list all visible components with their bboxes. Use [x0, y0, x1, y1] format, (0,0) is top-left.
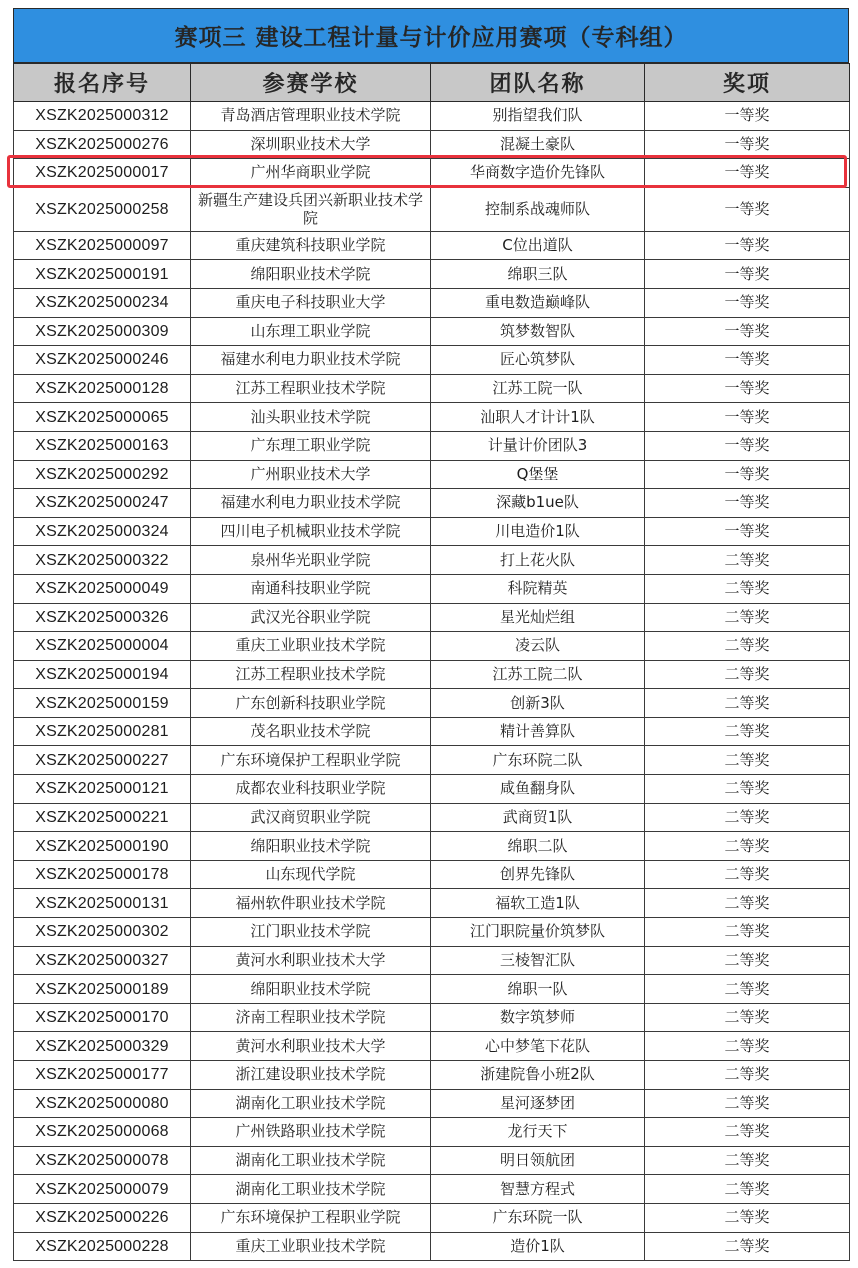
row-school-cell: 成都农业科技职业学院 [191, 775, 431, 804]
row-team-cell: 广东环院一队 [431, 1203, 645, 1232]
row-school-cell: 广州职业技术大学 [191, 460, 431, 489]
table-row [14, 1175, 850, 1204]
row-id-cell: XSZK2025000065 [14, 403, 191, 432]
table-row [14, 546, 850, 575]
row-id-cell: XSZK2025000329 [14, 1032, 191, 1061]
row-team-cell: 星光灿烂组 [431, 603, 645, 632]
table-row [14, 460, 850, 489]
row-school-cell: 武汉光谷职业学院 [191, 603, 431, 632]
row-school-cell: 重庆建筑科技职业学院 [191, 231, 431, 260]
row-award-cell: 二等奖 [645, 603, 850, 632]
row-id-cell: XSZK2025000227 [14, 746, 191, 775]
row-award-cell: 一等奖 [645, 260, 850, 289]
table-row [14, 632, 850, 661]
sheet-title: 赛项三 建设工程计量与计价应用赛项（专科组） [13, 8, 849, 63]
row-team-cell: 武商贸1队 [431, 803, 645, 832]
row-team-cell: 凌云队 [431, 632, 645, 661]
row-school-cell: 黄河水利职业技术大学 [191, 946, 431, 975]
row-school-cell: 浙江建设职业技术学院 [191, 1061, 431, 1090]
row-school-cell: 江苏工程职业技术学院 [191, 374, 431, 403]
row-id-cell: XSZK2025000121 [14, 775, 191, 804]
row-team-cell: 计量计价团队3 [431, 431, 645, 460]
row-award-cell: 二等奖 [645, 1232, 850, 1261]
row-award-cell: 一等奖 [645, 231, 850, 260]
row-id-cell: XSZK2025000159 [14, 689, 191, 718]
row-team-cell: 重电数造巅峰队 [431, 288, 645, 317]
table-row [14, 975, 850, 1004]
column-header-award: 奖项 [645, 64, 850, 102]
row-award-cell: 一等奖 [645, 431, 850, 460]
row-award-cell: 二等奖 [645, 1032, 850, 1061]
table-row [14, 1232, 850, 1261]
table-row [14, 260, 850, 289]
row-school-cell: 南通科技职业学院 [191, 574, 431, 603]
table-row [14, 717, 850, 746]
row-id-cell: XSZK2025000309 [14, 317, 191, 346]
row-award-cell: 二等奖 [645, 546, 850, 575]
award-list-sheet [13, 8, 849, 1261]
row-team-cell: 创界先锋队 [431, 860, 645, 889]
row-team-cell: 咸鱼翻身队 [431, 775, 645, 804]
column-header-id: 报名序号 [14, 64, 191, 102]
table-row [14, 574, 850, 603]
row-team-cell: 智慧方程式 [431, 1175, 645, 1204]
row-team-cell: 造价1队 [431, 1232, 645, 1261]
row-id-cell: XSZK2025000163 [14, 431, 191, 460]
row-team-cell: 三棱智汇队 [431, 946, 645, 975]
row-school-cell: 深圳职业技术大学 [191, 130, 431, 159]
row-id-cell: XSZK2025000326 [14, 603, 191, 632]
row-school-cell: 茂名职业技术学院 [191, 717, 431, 746]
row-id-cell: XSZK2025000292 [14, 460, 191, 489]
row-school-cell: 山东现代学院 [191, 860, 431, 889]
row-team-cell: 汕职人才计计1队 [431, 403, 645, 432]
row-school-cell: 山东理工职业学院 [191, 317, 431, 346]
table-row [14, 689, 850, 718]
row-team-cell: 江苏工院二队 [431, 660, 645, 689]
row-team-cell: 明日领航团 [431, 1146, 645, 1175]
row-award-cell: 二等奖 [645, 746, 850, 775]
table-row [14, 489, 850, 518]
row-award-cell: 二等奖 [645, 889, 850, 918]
table-row [14, 860, 850, 889]
row-id-cell: XSZK2025000281 [14, 717, 191, 746]
row-school-cell: 武汉商贸职业学院 [191, 803, 431, 832]
row-award-cell: 二等奖 [645, 832, 850, 861]
table-row [14, 102, 850, 131]
row-school-cell: 济南工程职业技术学院 [191, 1003, 431, 1032]
table-body [14, 102, 850, 1261]
row-id-cell: XSZK2025000078 [14, 1146, 191, 1175]
row-team-cell: 混凝土豪队 [431, 130, 645, 159]
row-school-cell: 江苏工程职业技术学院 [191, 660, 431, 689]
row-award-cell: 一等奖 [645, 403, 850, 432]
row-school-cell: 广东环境保护工程职业学院 [191, 746, 431, 775]
row-team-cell: 打上花火队 [431, 546, 645, 575]
row-id-cell: XSZK2025000312 [14, 102, 191, 131]
row-id-cell: XSZK2025000322 [14, 546, 191, 575]
row-school-cell: 湖南化工职业技术学院 [191, 1175, 431, 1204]
row-team-cell: 华商数字造价先锋队 [431, 159, 645, 188]
row-award-cell: 一等奖 [645, 374, 850, 403]
row-team-cell: 筑梦数智队 [431, 317, 645, 346]
row-school-cell: 四川电子机械职业技术学院 [191, 517, 431, 546]
row-id-cell: XSZK2025000068 [14, 1118, 191, 1147]
row-team-cell: 创新3队 [431, 689, 645, 718]
table-row [14, 1203, 850, 1232]
row-award-cell: 二等奖 [645, 975, 850, 1004]
row-award-cell: 二等奖 [645, 1089, 850, 1118]
row-award-cell: 二等奖 [645, 1118, 850, 1147]
table-row [14, 1003, 850, 1032]
row-id-cell: XSZK2025000097 [14, 231, 191, 260]
row-team-cell: 控制系战魂师队 [431, 187, 645, 231]
table-row [14, 130, 850, 159]
row-award-cell: 一等奖 [645, 317, 850, 346]
table-row [14, 660, 850, 689]
table-row [14, 803, 850, 832]
row-school-cell: 广州铁路职业技术学院 [191, 1118, 431, 1147]
table-row [14, 517, 850, 546]
row-team-cell: 浙建院鲁小班2队 [431, 1061, 645, 1090]
table-row [14, 832, 850, 861]
row-team-cell: 精计善算队 [431, 717, 645, 746]
row-id-cell: XSZK2025000258 [14, 187, 191, 231]
row-school-cell: 广东环境保护工程职业学院 [191, 1203, 431, 1232]
row-id-cell: XSZK2025000178 [14, 860, 191, 889]
row-school-cell: 重庆电子科技职业大学 [191, 288, 431, 317]
row-award-cell: 二等奖 [645, 918, 850, 947]
row-award-cell: 一等奖 [645, 460, 850, 489]
row-id-cell: XSZK2025000017 [14, 159, 191, 188]
table-row [14, 346, 850, 375]
row-award-cell: 二等奖 [645, 574, 850, 603]
row-award-cell: 一等奖 [645, 187, 850, 231]
row-id-cell: XSZK2025000190 [14, 832, 191, 861]
row-award-cell: 二等奖 [645, 946, 850, 975]
row-school-cell: 福建水利电力职业技术学院 [191, 489, 431, 518]
table-row [14, 889, 850, 918]
row-award-cell: 一等奖 [645, 159, 850, 188]
row-team-cell: Q堡堡 [431, 460, 645, 489]
row-id-cell: XSZK2025000004 [14, 632, 191, 661]
row-id-cell: XSZK2025000276 [14, 130, 191, 159]
row-team-cell: 江门职院量价筑梦队 [431, 918, 645, 947]
row-award-cell: 二等奖 [645, 717, 850, 746]
row-award-cell: 一等奖 [645, 130, 850, 159]
row-award-cell: 二等奖 [645, 1203, 850, 1232]
row-school-cell: 湖南化工职业技术学院 [191, 1146, 431, 1175]
row-id-cell: XSZK2025000234 [14, 288, 191, 317]
table-row [14, 1118, 850, 1147]
table-row [14, 317, 850, 346]
row-id-cell: XSZK2025000191 [14, 260, 191, 289]
row-award-cell: 二等奖 [645, 1061, 850, 1090]
row-id-cell: XSZK2025000177 [14, 1061, 191, 1090]
row-award-cell: 二等奖 [645, 1146, 850, 1175]
row-school-cell: 湖南化工职业技术学院 [191, 1089, 431, 1118]
row-school-cell: 重庆工业职业技术学院 [191, 1232, 431, 1261]
row-id-cell: XSZK2025000324 [14, 517, 191, 546]
table-row [14, 946, 850, 975]
table-row [14, 603, 850, 632]
row-id-cell: XSZK2025000131 [14, 889, 191, 918]
row-id-cell: XSZK2025000221 [14, 803, 191, 832]
row-team-cell: 绵职三队 [431, 260, 645, 289]
table-row [14, 1061, 850, 1090]
row-team-cell: 心中梦笔下花队 [431, 1032, 645, 1061]
row-id-cell: XSZK2025000128 [14, 374, 191, 403]
row-school-cell: 泉州华光职业学院 [191, 546, 431, 575]
row-award-cell: 一等奖 [645, 517, 850, 546]
table-row [14, 1089, 850, 1118]
row-award-cell: 二等奖 [645, 1175, 850, 1204]
row-team-cell: C位出道队 [431, 231, 645, 260]
row-team-cell: 江苏工院一队 [431, 374, 645, 403]
row-team-cell: 龙行天下 [431, 1118, 645, 1147]
row-school-cell: 江门职业技术学院 [191, 918, 431, 947]
row-id-cell: XSZK2025000049 [14, 574, 191, 603]
row-school-cell: 新疆生产建设兵团兴新职业技术学院 [191, 187, 431, 231]
row-team-cell: 川电造价1队 [431, 517, 645, 546]
table-row [14, 231, 850, 260]
row-id-cell: XSZK2025000302 [14, 918, 191, 947]
row-team-cell: 匠心筑梦队 [431, 346, 645, 375]
row-school-cell: 青岛酒店管理职业技术学院 [191, 102, 431, 131]
row-team-cell: 别指望我们队 [431, 102, 645, 131]
row-award-cell: 二等奖 [645, 803, 850, 832]
row-school-cell: 广东理工职业学院 [191, 431, 431, 460]
row-team-cell: 深藏b1ue队 [431, 489, 645, 518]
row-id-cell: XSZK2025000189 [14, 975, 191, 1004]
row-award-cell: 二等奖 [645, 660, 850, 689]
row-school-cell: 广州华商职业学院 [191, 159, 431, 188]
table-row [14, 403, 850, 432]
row-school-cell: 绵阳职业技术学院 [191, 975, 431, 1004]
row-id-cell: XSZK2025000079 [14, 1175, 191, 1204]
row-id-cell: XSZK2025000226 [14, 1203, 191, 1232]
row-award-cell: 二等奖 [645, 860, 850, 889]
row-id-cell: XSZK2025000194 [14, 660, 191, 689]
row-id-cell: XSZK2025000246 [14, 346, 191, 375]
row-team-cell: 星河逐梦团 [431, 1089, 645, 1118]
row-id-cell: XSZK2025000327 [14, 946, 191, 975]
row-team-cell: 福软工造1队 [431, 889, 645, 918]
row-school-cell: 福州软件职业技术学院 [191, 889, 431, 918]
table-row [14, 431, 850, 460]
row-award-cell: 一等奖 [645, 346, 850, 375]
row-award-cell: 二等奖 [645, 689, 850, 718]
row-id-cell: XSZK2025000228 [14, 1232, 191, 1261]
row-id-cell: XSZK2025000170 [14, 1003, 191, 1032]
row-school-cell: 重庆工业职业技术学院 [191, 632, 431, 661]
table-row [14, 746, 850, 775]
row-team-cell: 绵职二队 [431, 832, 645, 861]
column-header-school: 参赛学校 [191, 64, 431, 102]
table-row [14, 775, 850, 804]
table-row [14, 288, 850, 317]
row-school-cell: 广东创新科技职业学院 [191, 689, 431, 718]
column-header-team: 团队名称 [431, 64, 645, 102]
row-school-cell: 黄河水利职业技术大学 [191, 1032, 431, 1061]
row-school-cell: 汕头职业技术学院 [191, 403, 431, 432]
row-id-cell: XSZK2025000247 [14, 489, 191, 518]
row-award-cell: 一等奖 [645, 489, 850, 518]
row-team-cell: 科院精英 [431, 574, 645, 603]
table-row [14, 1032, 850, 1061]
row-school-cell: 绵阳职业技术学院 [191, 260, 431, 289]
row-id-cell: XSZK2025000080 [14, 1089, 191, 1118]
row-school-cell: 福建水利电力职业技术学院 [191, 346, 431, 375]
row-team-cell: 数字筑梦师 [431, 1003, 645, 1032]
award-table [13, 63, 850, 1261]
row-team-cell: 绵职一队 [431, 975, 645, 1004]
table-row [14, 374, 850, 403]
row-team-cell: 广东环院二队 [431, 746, 645, 775]
table-header-row [14, 64, 850, 102]
row-award-cell: 二等奖 [645, 775, 850, 804]
row-award-cell: 二等奖 [645, 632, 850, 661]
row-award-cell: 一等奖 [645, 102, 850, 131]
table-row [14, 187, 850, 231]
row-award-cell: 一等奖 [645, 288, 850, 317]
table-row [14, 918, 850, 947]
row-school-cell: 绵阳职业技术学院 [191, 832, 431, 861]
row-award-cell: 二等奖 [645, 1003, 850, 1032]
table-row [14, 1146, 850, 1175]
table-row [14, 159, 850, 188]
